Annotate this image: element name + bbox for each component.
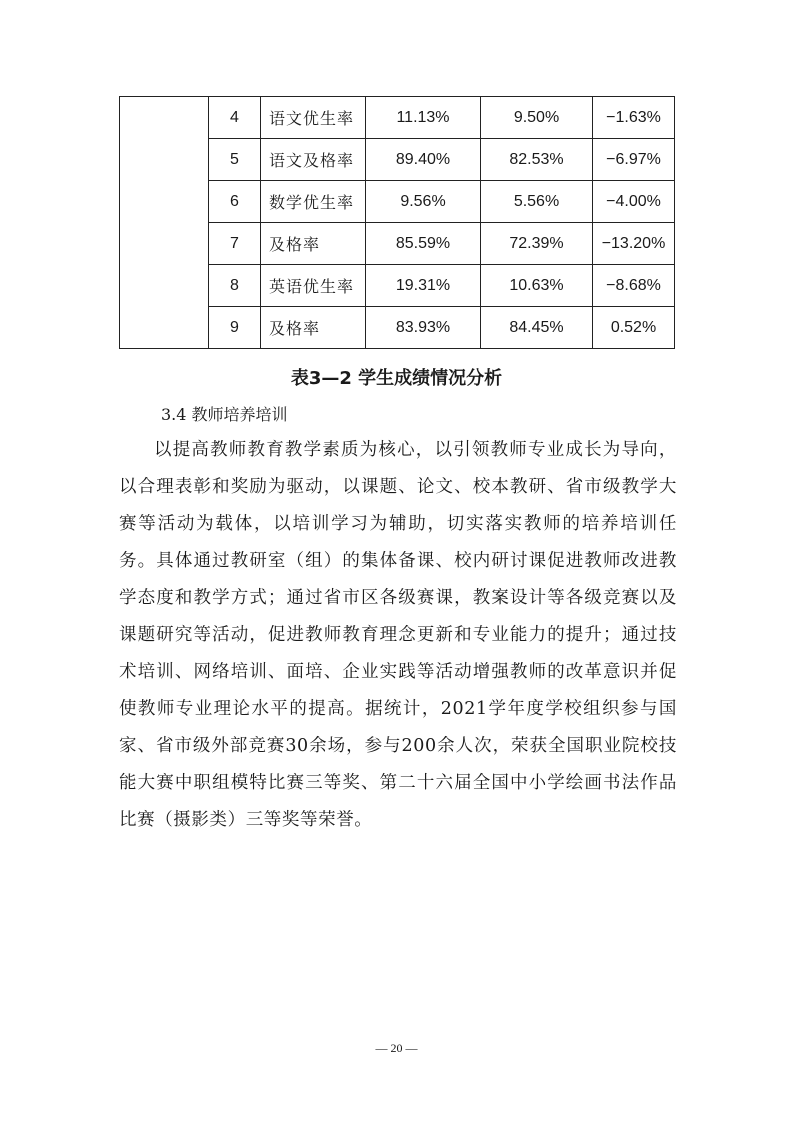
row-value-b: 10.63% — [481, 265, 593, 307]
row-value-b: 72.39% — [481, 223, 593, 265]
row-value-a: 83.93% — [366, 307, 481, 349]
row-number: 5 — [209, 139, 261, 181]
row-item: 数学优生率 — [261, 181, 366, 223]
row-value-b: 82.53% — [481, 139, 593, 181]
row-value-a: 11.13% — [366, 97, 481, 139]
row-item: 语文及格率 — [261, 139, 366, 181]
row-number: 6 — [209, 181, 261, 223]
row-value-b: 84.45% — [481, 307, 593, 349]
row-item: 语文优生率 — [261, 97, 366, 139]
row-value-a: 9.56% — [366, 181, 481, 223]
row-value-b: 9.50% — [481, 97, 593, 139]
score-table — [119, 96, 675, 349]
row-item: 英语优生率 — [261, 265, 366, 307]
row-value-b: 5.56% — [481, 181, 593, 223]
section-heading: 3.4 教师培养培训 — [161, 405, 288, 424]
row-value-change: −13.20% — [593, 223, 675, 265]
table-row — [120, 97, 675, 139]
row-number: 4 — [209, 97, 261, 139]
row-number: 7 — [209, 223, 261, 265]
row-number: 8 — [209, 265, 261, 307]
row-value-change: −1.63% — [593, 97, 675, 139]
page-number: — 20 — — [375, 1041, 418, 1055]
table-caption: 表3—2 学生成绩情况分析 — [290, 368, 503, 389]
row-value-a: 89.40% — [366, 139, 481, 181]
row-value-change: 0.52% — [593, 307, 675, 349]
row-value-change: −4.00% — [593, 181, 675, 223]
body-paragraph: 以提高教师教育教学素质为核心，以引领教师专业成长为导向，以合理表彰和奖励为驱动，以课题、论文、校本教研、省市级教学大赛等活动为载体，以培训学习为辅助，切实落实教师的培养培训任务。具体通过教研室（组）的集体备课、校内研讨课促进教师改进教学态度和教学方式；通过省市区各级赛课，教案设计等各级竞赛以及课题研究等活动，促进教师教育理念更新和专业能力的提升；通过技术培训、网络培训、面培、企业实践等活动增强教师的改革意识并促使教师专业理论水平的提高。据统计，2021学年度学校组织参与国家、省市级外部竞赛30余场，参与200余人次，荣获全国职业院校技能大赛中职组模特比赛三等奖、第二十六届全国中小学绘画书法作品比赛（摄影类）三等奖等荣誉。 — [119, 440, 677, 830]
row-value-change: −6.97% — [593, 139, 675, 181]
row-value-change: −8.68% — [593, 265, 675, 307]
row-value-a: 19.31% — [366, 265, 481, 307]
row-value-a: 85.59% — [366, 223, 481, 265]
row-item: 及格率 — [261, 223, 366, 265]
merged-category-cell — [120, 97, 209, 349]
row-number: 9 — [209, 307, 261, 349]
row-item: 及格率 — [261, 307, 366, 349]
